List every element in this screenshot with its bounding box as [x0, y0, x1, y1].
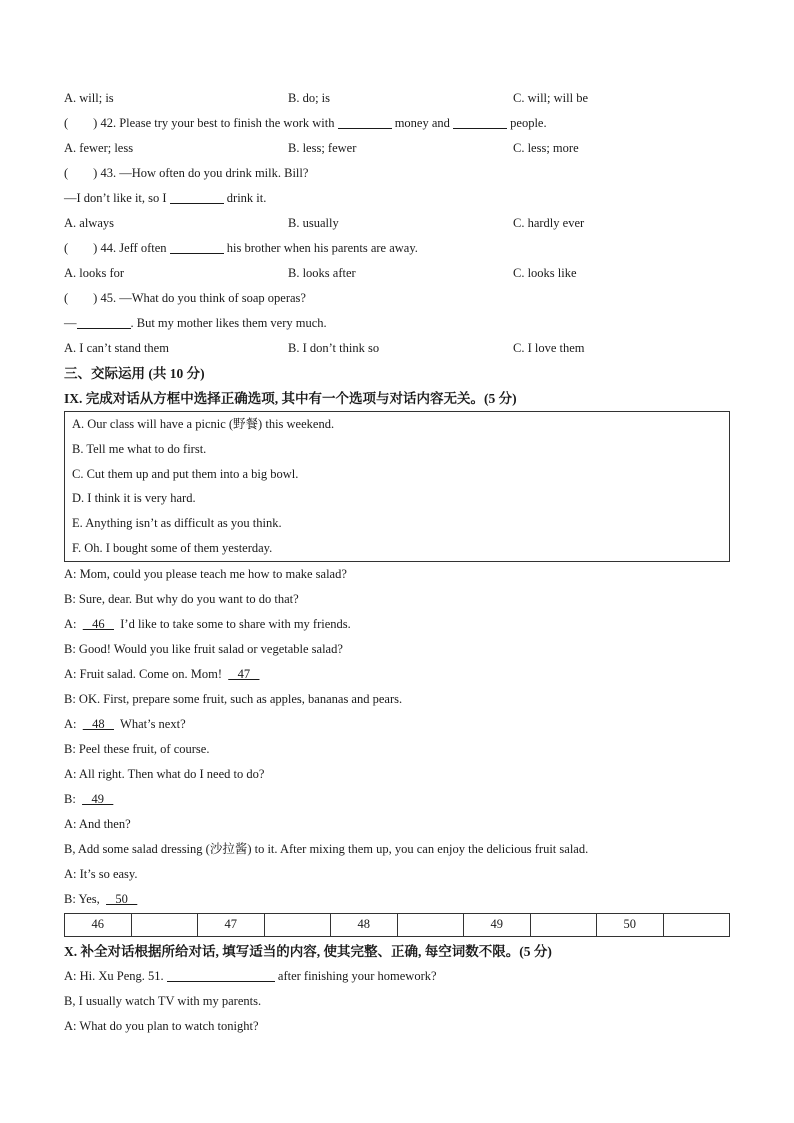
answer-cell-50[interactable] — [663, 913, 730, 936]
answer-label-47: 47 — [198, 913, 265, 936]
choice-box — [64, 411, 730, 562]
question-number: 43. — [100, 166, 117, 180]
dialog-line — [64, 587, 730, 612]
dialog-text: A: — [64, 616, 83, 631]
dialog-text: What’s next? — [114, 716, 186, 731]
question-text: —How often do you drink milk. Bill? — [119, 166, 309, 180]
part-ix-heading: IX. 完成对话从方框中选择正确选项, 其中有一个选项与对话内容无关。(5 分) — [64, 391, 517, 406]
q41-options — [64, 86, 730, 111]
dialog-line — [64, 762, 730, 787]
question-text: his brother when his parents are away. — [226, 241, 418, 255]
q45-options — [64, 336, 730, 361]
question-43 — [64, 161, 730, 186]
option-a: A. looks for — [64, 266, 125, 280]
answer-label-50: 50 — [597, 913, 664, 936]
question-number: 44. — [100, 241, 117, 255]
choice-a: A. Our class will have a picnic (野餐) this weekend. — [72, 417, 335, 431]
blank-50[interactable]: 50 — [106, 891, 138, 906]
dialog-text: A: And then? — [64, 816, 131, 831]
dialog-text: B: Sure, dear. But why do you want to do that? — [64, 591, 299, 606]
dialog-line — [64, 612, 730, 637]
exam-page — [64, 86, 730, 1039]
dialog-text: B, Add some salad dressing (沙拉酱) to it. After mixing them up, you can enjoy the delicious fruit salad. — [64, 841, 589, 856]
answer-paren[interactable]: ( ) — [64, 166, 98, 180]
dialog-line — [64, 787, 730, 812]
question-44 — [64, 236, 730, 261]
answer-blank[interactable] — [77, 314, 131, 329]
option-a: A. I can’t stand them — [64, 341, 169, 355]
section-heading: 三、交际运用 (共 10 分) — [64, 366, 205, 381]
dialog — [64, 562, 730, 912]
dialog-text: B: Good! Would you like fruit salad or vegetable salad? — [64, 641, 343, 656]
question-42 — [64, 111, 730, 136]
answer-blank[interactable] — [453, 114, 507, 129]
dialog-text: A: Hi. Xu Peng. 51. — [64, 968, 164, 983]
blank-49[interactable]: 49 — [82, 791, 114, 806]
option-c: C. will; will be — [513, 91, 588, 105]
option-a: A. fewer; less — [64, 141, 134, 155]
dialog-line — [64, 887, 730, 912]
dialog-line — [64, 637, 730, 662]
dialog-line — [64, 712, 730, 737]
answer-cell-47[interactable] — [264, 913, 331, 936]
answer-paren[interactable]: ( ) — [64, 291, 98, 305]
question-45-reply — [64, 311, 730, 336]
question-text: Jeff often — [119, 241, 167, 255]
reply-text: —I don’t like it, so I — [64, 191, 167, 205]
dialog-line — [64, 687, 730, 712]
choice-e: E. Anything isn’t as difficult as you think. — [72, 516, 282, 531]
choice-b: B. Tell me what to do first. — [72, 441, 207, 456]
answer-paren[interactable]: ( ) — [64, 116, 98, 130]
dialog-text: A: Mom, could you please teach me how to make salad? — [64, 566, 347, 581]
blank-48[interactable]: 48 — [82, 716, 114, 731]
dialog-text: A: It’s so easy. — [64, 866, 138, 881]
dialog-text: A: Fruit salad. Come on. Mom! — [64, 666, 229, 681]
dialog-text: A: — [64, 716, 83, 731]
option-b: B. do; is — [288, 91, 331, 105]
dialog-line — [64, 812, 730, 837]
part-x-heading: X. 补全对话根据所给对话, 填写适当的内容, 使其完整、正确, 每空词数不限。(5 分) — [64, 943, 552, 959]
choice-c: C. Cut them up and put them into a big bowl. — [72, 466, 299, 481]
question-number: 42. — [100, 116, 117, 130]
dialog-line — [64, 964, 730, 989]
reply-text: drink it. — [226, 191, 267, 205]
answer-blank[interactable] — [170, 239, 224, 254]
dialog-line — [64, 737, 730, 762]
question-text: people. — [510, 116, 547, 130]
dialog-text: I’d like to take some to share with my friends. — [114, 616, 351, 631]
answer-cell-46[interactable] — [131, 913, 198, 936]
option-c: C. less; more — [513, 141, 579, 155]
option-c: C. looks like — [513, 266, 577, 280]
answer-cell-49[interactable] — [530, 913, 597, 936]
answer-blank[interactable] — [338, 114, 392, 129]
option-c: C. hardly ever — [513, 216, 585, 230]
dialog-text: B: Yes, — [64, 891, 107, 906]
dialog-line: B, I usually watch TV with my parents. — [64, 993, 262, 1008]
choice-d: D. I think it is very hard. — [72, 491, 196, 506]
answer-blank[interactable] — [170, 189, 224, 204]
answer-cell-48[interactable] — [397, 913, 464, 936]
answer-label-49: 49 — [464, 913, 531, 936]
dialog-line — [64, 862, 730, 887]
dialog-line — [64, 662, 730, 687]
dialog-text: B: — [64, 791, 83, 806]
dialog-text: after finishing your homework? — [277, 968, 437, 983]
question-text: Please try your best to finish the work with — [119, 116, 335, 130]
q44-options — [64, 261, 730, 286]
dialog-text: A: All right. Then what do I need to do? — [64, 766, 265, 781]
dialog-line — [64, 562, 730, 587]
dialog-text: B: OK. First, prepare some fruit, such as apples, bananas and pears. — [64, 691, 403, 706]
blank-46[interactable]: 46 — [82, 616, 114, 631]
blank-47[interactable]: 47 — [228, 666, 260, 681]
option-b: B. less; fewer — [288, 141, 357, 155]
answer-table — [64, 913, 730, 937]
answer-paren[interactable]: ( ) — [64, 241, 98, 255]
option-a: A. will; is — [64, 91, 114, 105]
q43-options — [64, 211, 730, 236]
option-b: B. looks after — [288, 266, 356, 280]
choice-f: F. Oh. I bought some of them yesterday. — [72, 540, 273, 555]
dialog-text: B: Peel these fruit, of course. — [64, 741, 210, 756]
reply-text: . But my mother likes them very much. — [130, 316, 327, 330]
question-number: 45. — [100, 291, 117, 305]
dialog-line — [64, 837, 730, 862]
option-a: A. always — [64, 216, 114, 230]
option-c: C. I love them — [513, 341, 585, 355]
blank-51[interactable] — [167, 967, 275, 982]
answer-label-48: 48 — [331, 913, 398, 936]
q42-options — [64, 136, 730, 161]
question-43-reply — [64, 186, 730, 211]
option-b: B. I don’t think so — [288, 341, 380, 355]
dialog-line: A: What do you plan to watch tonight? — [64, 1018, 259, 1033]
question-text: money and — [394, 116, 450, 130]
reply-text: — — [64, 316, 77, 330]
option-b: B. usually — [288, 216, 339, 230]
question-45 — [64, 286, 730, 311]
answer-label-46: 46 — [65, 913, 132, 936]
question-text: —What do you think of soap operas? — [119, 291, 306, 305]
